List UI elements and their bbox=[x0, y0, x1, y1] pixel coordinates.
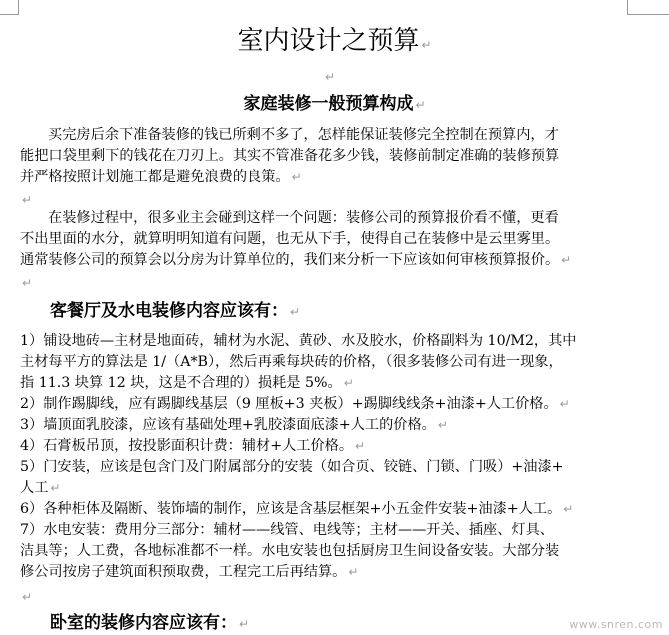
subtitle: 家庭装修一般预算构成 ↵ bbox=[243, 94, 426, 114]
crop-mark-left-h bbox=[0, 14, 19, 15]
list-item: 主材每平方的算法是 1/（A*B），然后再乘每块砖的价格，（很多装修公司有进一现象， bbox=[20, 354, 563, 370]
list-item: 2）制作踢脚线，应有踢脚线基层（9 厘板+3 夹板）+踢脚线线条+油漆+人工价格。 ↵ bbox=[20, 396, 570, 412]
list-item: 6）各种柜体及隔断、装饰墙的制作，应该是含基层框架+小五金件安装+油漆+人工。 ↵ bbox=[20, 501, 574, 517]
crop-mark-right bbox=[627, 0, 628, 14]
watermark: www.snren.com bbox=[569, 618, 663, 631]
intro1-line: 买完房后余下准备装修的钱已所剩不多了，怎样能保证装修完全控制在预算内，才 bbox=[48, 127, 559, 143]
section-heading: 卧室的装修内容应该有： ↵ bbox=[50, 613, 250, 633]
list-item: 3）墙顶面乳胶漆，应该有基础处理+乳胶漆面底漆+人工的价格。 ↵ bbox=[20, 417, 448, 433]
intro2-line: 在装修过程中，很多业主会碰到这样一个问题：装修公司的预算报价看不懂，更看 bbox=[48, 210, 559, 226]
list-item: 修公司按房子建筑面积预取费，工程完工后再结算。 ↵ bbox=[20, 564, 359, 580]
intro2-line: 通常装修公司的预算会以分房为计算单位的，我们来分析一下应该如何审核预算报价。 ↵ bbox=[20, 252, 572, 268]
empty-paragraph-mark: ↵ bbox=[22, 193, 33, 207]
intro2-line: 不出里面的水分，就算明明知道有问题，也无从下手，使得自己在装修中是云里雾里。 bbox=[20, 231, 560, 247]
list-item: 洁具等；人工费，各地标准都不一样。水电安装也包括厨房卫生间设备安装。大部分装 bbox=[20, 543, 560, 559]
paragraph-mark-icon: ↵ bbox=[415, 98, 426, 112]
crop-mark-right-h bbox=[627, 14, 669, 15]
list-item: 指 11.3 块算 12 块，这是不合理的）损耗是 5%。 ↵ bbox=[20, 375, 354, 391]
empty-paragraph-mark: ↵ bbox=[22, 590, 33, 604]
empty-paragraph-mark: ↵ bbox=[22, 276, 33, 290]
paragraph-mark-icon: ↵ bbox=[421, 38, 432, 52]
list-item: 1）铺设地砖—主材是地面砖，辅材为水泥、黄砂、水及胶水，价格副料为 10/M2，其中 bbox=[20, 333, 577, 349]
empty-paragraph-mark: ↵ bbox=[325, 70, 336, 84]
list-item: 4）石膏板吊顶，按投影面积计费：辅材+人工价格。 ↵ bbox=[20, 438, 366, 454]
intro1-line: 能把口袋里剩下的钱花在刀刃上。其实不管准备花多少钱，装修前制定准确的装修预算 bbox=[20, 148, 560, 164]
list-item: 人工 ↵ bbox=[20, 480, 61, 496]
section-heading: 客餐厅及水电装修内容应该有： ↵ bbox=[50, 301, 301, 321]
list-item: 7）水电安装：费用分三部分：辅材——线管、电线等；主材——开关、插座、灯具、 bbox=[20, 522, 554, 538]
page-title: 室内设计之预算 ↵ bbox=[237, 26, 432, 56]
list-item: 5）门安装，应该是包含门及门附属部分的安装（如合页、铰链、门锁、门吸）+油漆+ bbox=[20, 459, 564, 475]
intro1-line: 并严格按照计划施工都是避免浪费的良策。 ↵ bbox=[20, 169, 302, 185]
crop-mark-left bbox=[18, 0, 19, 14]
